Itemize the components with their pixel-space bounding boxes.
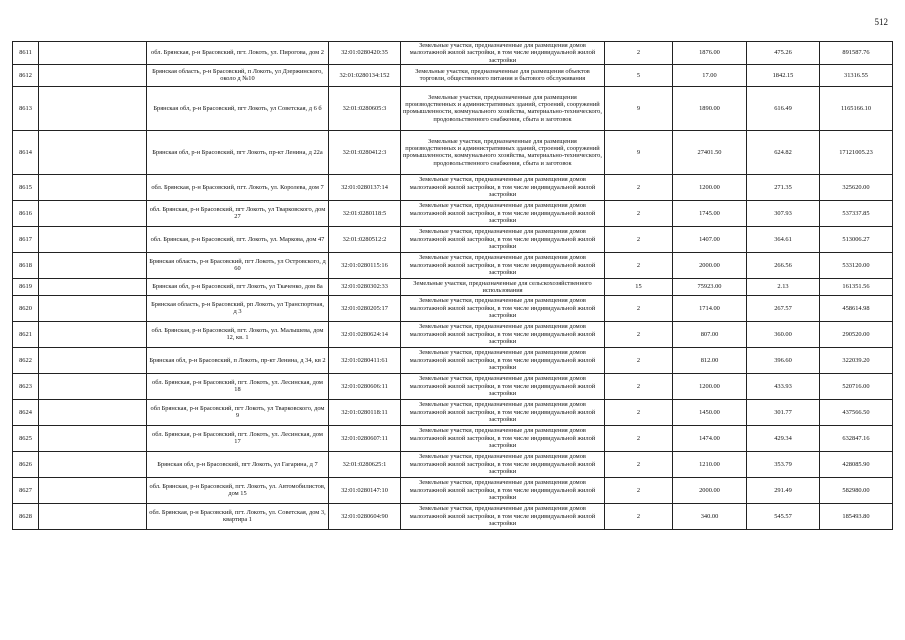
rate-cell: 360.00 xyxy=(747,321,820,347)
cost-cell: 17121005.23 xyxy=(820,130,893,174)
rate-cell: 301.77 xyxy=(747,399,820,425)
row-number: 8615 xyxy=(13,174,39,200)
cadastral-number-cell: 32:01:0280625:1 xyxy=(329,451,401,477)
rate-cell: 433.93 xyxy=(747,373,820,399)
rate-cell: 364.61 xyxy=(747,226,820,252)
blank-cell xyxy=(39,226,147,252)
address-cell: обл. Брянская, р-н Брасовский, пгт Локоть, ул Тварковского, дом 27 xyxy=(147,200,329,226)
table-row xyxy=(13,373,893,399)
area-cell: 2000.00 xyxy=(673,252,747,278)
address-cell: обл. Брянская, р-н Брасовский, пгт. Локоть, ул. Малышева, дом 12, кв. 1 xyxy=(147,321,329,347)
table-row xyxy=(13,425,893,451)
cadastral-number-cell: 32:01:0280411:61 xyxy=(329,347,401,373)
row-number: 8619 xyxy=(13,278,39,295)
table-row xyxy=(13,451,893,477)
area-cell: 1200.00 xyxy=(673,174,747,200)
rate-cell: 1842.15 xyxy=(747,64,820,86)
blank-cell xyxy=(39,399,147,425)
blank-cell xyxy=(39,278,147,295)
row-number: 8614 xyxy=(13,130,39,174)
blank-cell xyxy=(39,86,147,130)
area-cell: 1714.00 xyxy=(673,295,747,321)
rate-cell: 396.60 xyxy=(747,347,820,373)
group-cell: 2 xyxy=(605,451,673,477)
row-number: 8623 xyxy=(13,373,39,399)
cadastral-number-cell: 32:01:0280137:14 xyxy=(329,174,401,200)
row-number: 8621 xyxy=(13,321,39,347)
cost-cell: 533120.00 xyxy=(820,252,893,278)
address-cell: обл. Брянская, р-н Брасовский, пгт. Локоть, ул. Пирогова, дом 2 xyxy=(147,42,329,65)
area-cell: 1890.00 xyxy=(673,86,747,130)
cadastral-number-cell: 32:01:0280604:90 xyxy=(329,503,401,529)
rate-cell: 545.57 xyxy=(747,503,820,529)
area-cell: 1407.00 xyxy=(673,226,747,252)
rate-cell: 307.93 xyxy=(747,200,820,226)
group-cell: 2 xyxy=(605,295,673,321)
land-use-cell: Земельные участки, предназначенные для размещения домов малоэтажной жилой застройки, в том числе индивидуальной жилой застройки xyxy=(401,503,605,529)
land-use-cell: Земельные участки, предназначенные для размещения домов малоэтажной жилой застройки, в том числе индивидуальной жилой застройки xyxy=(401,347,605,373)
row-number: 8628 xyxy=(13,503,39,529)
table-row xyxy=(13,321,893,347)
area-cell: 75923.00 xyxy=(673,278,747,295)
land-use-cell: Земельные участки, предназначенные для размещения домов малоэтажной жилой застройки, в том числе индивидуальной жилой застройки xyxy=(401,226,605,252)
land-use-cell: Земельные участки, предназначенные для размещения домов малоэтажной жилой застройки, в том числе индивидуальной жилой застройки xyxy=(401,252,605,278)
group-cell: 15 xyxy=(605,278,673,295)
area-cell: 17.00 xyxy=(673,64,747,86)
land-use-cell: Земельные участки, предназначенные для размещения домов малоэтажной жилой застройки, в том числе индивидуальной жилой застройки xyxy=(401,425,605,451)
address-cell: Брянская обл, р-н Брасовский, п Локоть, пр-кт Ленина, д 34, кв 2 xyxy=(147,347,329,373)
area-cell: 812.00 xyxy=(673,347,747,373)
address-cell: обл Брянская, р-н Брасовский, пгт Локоть, ул Тварковского, дом 9 xyxy=(147,399,329,425)
blank-cell xyxy=(39,295,147,321)
area-cell: 1474.00 xyxy=(673,425,747,451)
area-cell: 27401.50 xyxy=(673,130,747,174)
table-row xyxy=(13,347,893,373)
table-row xyxy=(13,477,893,503)
row-number: 8611 xyxy=(13,42,39,65)
area-cell: 1450.00 xyxy=(673,399,747,425)
blank-cell xyxy=(39,130,147,174)
land-use-cell: Земельные участки, предназначенные для размещения домов малоэтажной жилой застройки, в том числе индивидуальной жилой застройки xyxy=(401,373,605,399)
land-use-cell: Земельные участки, предназначенные для размещения домов малоэтажной жилой застройки, в том числе индивидуальной жилой застройки xyxy=(401,42,605,65)
cadastral-number-cell: 32:01:0280606:11 xyxy=(329,373,401,399)
cost-cell: 325620.00 xyxy=(820,174,893,200)
rate-cell: 2.13 xyxy=(747,278,820,295)
cadastral-number-cell: 32:01:0280420:35 xyxy=(329,42,401,65)
land-use-cell: Земельные участки, предназначенные для размещения домов малоэтажной жилой застройки, в том числе индивидуальной жилой застройки xyxy=(401,399,605,425)
blank-cell xyxy=(39,174,147,200)
cadastral-number-cell: 32:01:0280624:14 xyxy=(329,321,401,347)
row-number: 8620 xyxy=(13,295,39,321)
cadastral-number-cell: 32:01:0280512:2 xyxy=(329,226,401,252)
address-cell: Брянская обл, р-н Брасовский, пгт Локоть, ул Советская, д 6 б xyxy=(147,86,329,130)
rate-cell: 266.56 xyxy=(747,252,820,278)
group-cell: 2 xyxy=(605,174,673,200)
rate-cell: 429.34 xyxy=(747,425,820,451)
cost-cell: 891587.76 xyxy=(820,42,893,65)
table-row xyxy=(13,226,893,252)
table-row xyxy=(13,399,893,425)
area-cell: 1876.00 xyxy=(673,42,747,65)
cost-cell: 428085.90 xyxy=(820,451,893,477)
rate-cell: 271.35 xyxy=(747,174,820,200)
group-cell: 2 xyxy=(605,373,673,399)
cadastral-number-cell: 32:01:0280115:16 xyxy=(329,252,401,278)
table-row xyxy=(13,252,893,278)
row-number: 8626 xyxy=(13,451,39,477)
blank-cell xyxy=(39,503,147,529)
blank-cell xyxy=(39,347,147,373)
area-cell: 1210.00 xyxy=(673,451,747,477)
cost-cell: 161351.56 xyxy=(820,278,893,295)
rate-cell: 291.49 xyxy=(747,477,820,503)
land-use-cell: Земельные участки, предназначенные для размещения домов малоэтажной жилой застройки, в том числе индивидуальной жилой застройки xyxy=(401,321,605,347)
address-cell: Брянская обл, р-н Брасовский, пгт Локоть, ул Гагарина, д 7 xyxy=(147,451,329,477)
cost-cell: 458614.98 xyxy=(820,295,893,321)
table-row xyxy=(13,64,893,86)
cost-cell: 290520.00 xyxy=(820,321,893,347)
land-use-cell: Земельные участки, предназначенные для размещения производственных и административных зданий, строений, сооружений промышленности, коммунального хозяйства, материально-технического, продовольственного снабжения, сбыта и заготовок xyxy=(401,86,605,130)
address-cell: Брянская область, р-н Брасовский, п Локоть, ул Дзержинского, около д №10 xyxy=(147,64,329,86)
cadastral-number-cell: 32:01:0280412:3 xyxy=(329,130,401,174)
row-number: 8627 xyxy=(13,477,39,503)
row-number: 8618 xyxy=(13,252,39,278)
rate-cell: 475.26 xyxy=(747,42,820,65)
group-cell: 2 xyxy=(605,477,673,503)
group-cell: 2 xyxy=(605,200,673,226)
group-cell: 9 xyxy=(605,130,673,174)
area-cell: 807.00 xyxy=(673,321,747,347)
address-cell: Брянская обл, р-н Брасовский, пгт Локоть, пр-кт Ленина, д 22а xyxy=(147,130,329,174)
table-row xyxy=(13,86,893,130)
group-cell: 2 xyxy=(605,321,673,347)
group-cell: 9 xyxy=(605,86,673,130)
area-cell: 1745.00 xyxy=(673,200,747,226)
cost-cell: 520716.00 xyxy=(820,373,893,399)
cost-cell: 582980.00 xyxy=(820,477,893,503)
address-cell: обл. Брянская, р-н Брасовский, пгт. Локоть, ул. Лесинская, дом 18 xyxy=(147,373,329,399)
group-cell: 2 xyxy=(605,425,673,451)
blank-cell xyxy=(39,321,147,347)
land-use-cell: Земельные участки, предназначенные для размещения домов малоэтажной жилой застройки, в том числе индивидуальной жилой застройки xyxy=(401,451,605,477)
row-number: 8613 xyxy=(13,86,39,130)
cost-cell: 1165166.10 xyxy=(820,86,893,130)
rate-cell: 353.79 xyxy=(747,451,820,477)
blank-cell xyxy=(39,451,147,477)
table-row xyxy=(13,200,893,226)
land-use-cell: Земельные участки, предназначенные для размещения домов малоэтажной жилой застройки, в том числе индивидуальной жилой застройки xyxy=(401,174,605,200)
cost-cell: 632847.16 xyxy=(820,425,893,451)
cadastral-number-cell: 32:01:0280605:3 xyxy=(329,86,401,130)
land-registry-table xyxy=(12,41,893,530)
row-number: 8625 xyxy=(13,425,39,451)
cost-cell: 437566.50 xyxy=(820,399,893,425)
group-cell: 2 xyxy=(605,503,673,529)
land-use-cell: Земельные участки, предназначенные для сельскохозяйственного использования xyxy=(401,278,605,295)
land-use-cell: Земельные участки, предназначенные для размещения объектов торговли, общественного питания и бытового обслуживания xyxy=(401,64,605,86)
address-cell: обл. Брянская, р-н Брасовский, пгт. Локоть, ул. Автомобилистов, дом 15 xyxy=(147,477,329,503)
blank-cell xyxy=(39,64,147,86)
land-use-cell: Земельные участки, предназначенные для размещения производственных и административных зданий, строений, сооружений промышленности, коммунального хозяйства, материально-технического, продовольственного снабжения, сбыта и заготовок xyxy=(401,130,605,174)
cost-cell: 537337.85 xyxy=(820,200,893,226)
blank-cell xyxy=(39,42,147,65)
cadastral-number-cell: 32:01:0280205:17 xyxy=(329,295,401,321)
area-cell: 340.00 xyxy=(673,503,747,529)
blank-cell xyxy=(39,425,147,451)
cost-cell: 513006.27 xyxy=(820,226,893,252)
row-number: 8612 xyxy=(13,64,39,86)
table-row xyxy=(13,295,893,321)
group-cell: 2 xyxy=(605,252,673,278)
cadastral-number-cell: 32:01:0280118:11 xyxy=(329,399,401,425)
cadastral-number-cell: 32:01:0280118:5 xyxy=(329,200,401,226)
table-row xyxy=(13,503,893,529)
group-cell: 2 xyxy=(605,347,673,373)
blank-cell xyxy=(39,477,147,503)
table-row xyxy=(13,278,893,295)
table-row xyxy=(13,42,893,65)
row-number: 8622 xyxy=(13,347,39,373)
cadastral-number-cell: 32:01:0280134:152 xyxy=(329,64,401,86)
address-cell: обл. Брянская, р-н Брасовский, пгт. Локоть, ул. Королева, дом 7 xyxy=(147,174,329,200)
cadastral-number-cell: 32:01:0280302:33 xyxy=(329,278,401,295)
address-cell: обл. Брянская, р-н Брасовский, пгт. Локоть, ул. Маркова, дом 47 xyxy=(147,226,329,252)
address-cell: обл. Брянская, р-н Брасовский, пгт. Локоть, ул. Лесинская, дом 17 xyxy=(147,425,329,451)
cost-cell: 185493.80 xyxy=(820,503,893,529)
area-cell: 2000.00 xyxy=(673,477,747,503)
cadastral-number-cell: 32:01:0280147:10 xyxy=(329,477,401,503)
rate-cell: 616.49 xyxy=(747,86,820,130)
address-cell: Брянская область, р-н Брасовский, рп Локоть, ул Транспортная, д 3 xyxy=(147,295,329,321)
land-use-cell: Земельные участки, предназначенные для размещения домов малоэтажной жилой застройки, в том числе индивидуальной жилой застройки xyxy=(401,477,605,503)
cost-cell: 31316.55 xyxy=(820,64,893,86)
land-use-cell: Земельные участки, предназначенные для размещения домов малоэтажной жилой застройки, в том числе индивидуальной жилой застройки xyxy=(401,295,605,321)
rate-cell: 624.82 xyxy=(747,130,820,174)
group-cell: 5 xyxy=(605,64,673,86)
blank-cell xyxy=(39,200,147,226)
group-cell: 2 xyxy=(605,42,673,65)
rate-cell: 267.57 xyxy=(747,295,820,321)
row-number: 8617 xyxy=(13,226,39,252)
page-number: 512 xyxy=(874,17,888,27)
address-cell: Брянская область, р-н Брасовский, пгт Локоть, ул Островского, д 60 xyxy=(147,252,329,278)
cost-cell: 322039.20 xyxy=(820,347,893,373)
cadastral-number-cell: 32:01:0280607:11 xyxy=(329,425,401,451)
group-cell: 2 xyxy=(605,226,673,252)
table-row xyxy=(13,174,893,200)
land-use-cell: Земельные участки, предназначенные для размещения домов малоэтажной жилой застройки, в том числе индивидуальной жилой застройки xyxy=(401,200,605,226)
address-cell: обл. Брянская, р-н Брасовский, пгт. Локоть, ул. Советская, дом 3, квартира 1 xyxy=(147,503,329,529)
address-cell: Брянская обл, р-н Брасовский, пгт Локоть, ул Ткаченко, дом 8а xyxy=(147,278,329,295)
group-cell: 2 xyxy=(605,399,673,425)
area-cell: 1200.00 xyxy=(673,373,747,399)
row-number: 8616 xyxy=(13,200,39,226)
row-number: 8624 xyxy=(13,399,39,425)
blank-cell xyxy=(39,252,147,278)
blank-cell xyxy=(39,373,147,399)
table-row xyxy=(13,130,893,174)
